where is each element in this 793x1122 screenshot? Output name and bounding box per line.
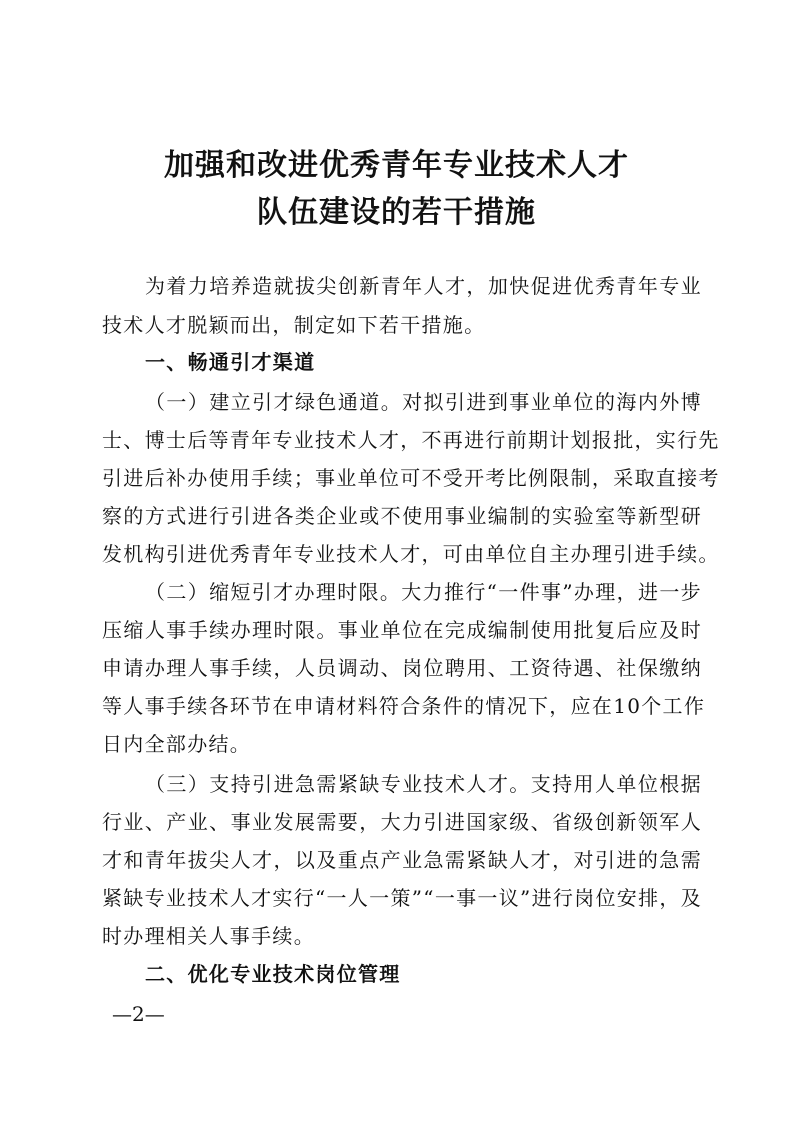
section-heading: 二、优化专业技术岗位管理 (145, 962, 401, 986)
page-number: —2— (112, 1002, 165, 1026)
paragraph-line: 才和青年拔尖人才，以及重点产业急需紧缺人才，对引进的急需 (102, 848, 702, 872)
paragraph-line: 时办理相关人事手续。 (102, 924, 315, 948)
title-line-2: 队伍建设的若干措施 (257, 195, 536, 230)
paragraph-line: 发机构引进优秀青年专业技术人才，可由单位自主办理引进手续。 (102, 542, 720, 566)
paragraph-line: 申请办理人事手续，人员调动、岗位聘用、工资待遇、社保缴纳 (102, 656, 702, 680)
paragraph-line: 士、博士后等青年专业技术人才，不再进行前期计划报批，实行先 (102, 428, 720, 452)
paragraph-line: 技术人才脱颖而出，制定如下若干措施。 (102, 313, 486, 337)
paragraph-line: 日内全部办结。 (102, 732, 252, 756)
paragraph-line: （二）缩短引才办理时限。大力推行“一件事”办理，进一步 (145, 580, 702, 604)
paragraph-line: 等人事手续各环节在申请材料符合条件的情况下，应在10个工作 (102, 694, 706, 718)
paragraph-line: （三）支持引进急需紧缺专业技术人才。支持用人单位根据 (145, 772, 702, 796)
title-line-1: 加强和改进优秀青年专业技术人才 (164, 148, 629, 183)
paragraph-line: 引进后补办使用手续；事业单位可不受开考比例限制，采取直接考 (102, 466, 720, 490)
paragraph-line: （一）建立引才绿色通道。对拟引进到事业单位的海内外博 (145, 390, 702, 414)
paragraph-line: 压缩人事手续办理时限。事业单位在完成编制使用批复后应及时 (102, 618, 702, 642)
paragraph-line: 察的方式进行引进各类企业或不使用事业编制的实验室等新型研 (102, 504, 702, 528)
paragraph-line: 为着力培养造就拔尖创新青年人才，加快促进优秀青年专业 (145, 274, 702, 298)
section-heading: 一、畅通引才渠道 (145, 350, 316, 374)
paragraph-line: 紧缺专业技术人才实行“一人一策”“一事一议”进行岗位安排，及 (102, 886, 702, 910)
paragraph-line: 行业、产业、事业发展需要，大力引进国家级、省级创新领军人 (102, 810, 702, 834)
